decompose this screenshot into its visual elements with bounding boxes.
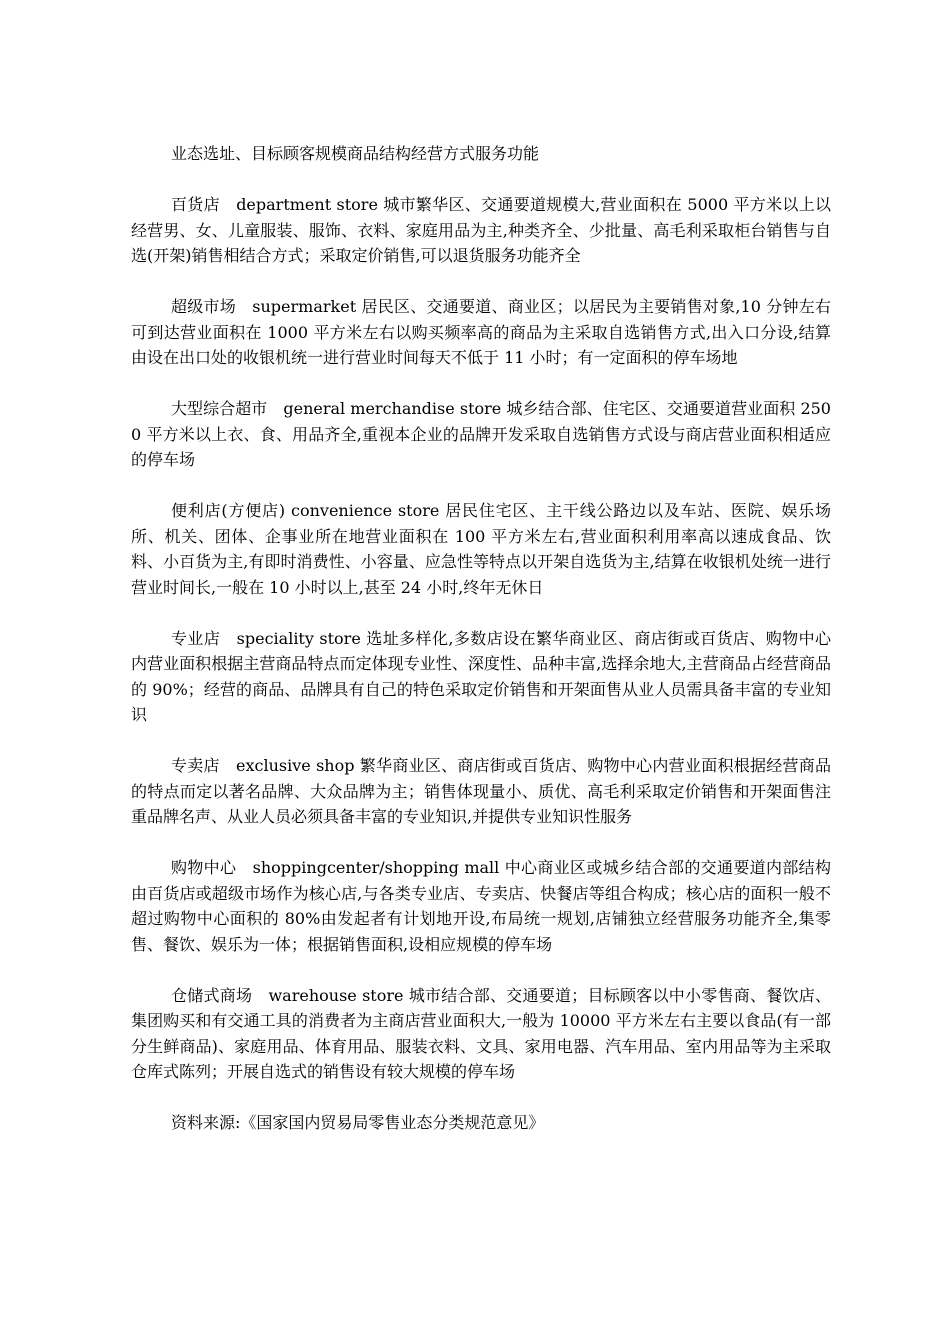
paragraph-department-store: 百货店 department store 城市繁华区、交通要道规模大,营业面积在 5000 平方米以上以经营男、女、儿童服装、服饰、衣料、家庭用品为主,种类齐全、少批量、高毛利采取柜台销售与自选(开架)销售相结合方式；采取定价销售,可以退货服务功能齐全: [131, 195, 831, 265]
document-body: [131, 141, 831, 1136]
paragraph-general-merchandise-store: 大型综合超市 general merchandise store 城乡结合部、住宅区、交通要道营业面积 2500 平方米以上衣、食、用品齐全,重视本企业的品牌开发采取自选销售方式设与商店营业面积相适应的停车场: [131, 399, 831, 469]
paragraph-convenience-store: 便利店(方便店) convenience store 居民住宅区、主干线公路边以及车站、医院、娱乐场所、机关、团体、企事业所在地营业面积在 100 平方米左右,营业面积利用率高以速成食品、饮料、小百货为主,有即时消费性、小容量、应急性等特点以开架自选货为主,结算在收银机处统一进行营业时间长,一般在 10 小时以上,甚至 24 小时,终年无休日: [131, 501, 831, 597]
table-header-line: 业态选址、目标顾客规模商品结构经营方式服务功能: [171, 144, 540, 163]
source-citation: 资料来源:《国家国内贸易局零售业态分类规范意见》: [171, 1113, 545, 1132]
paragraph-warehouse-store: 仓储式商场 warehouse store 城市结合部、交通要道；目标顾客以中小零售商、餐饮店、集团购买和有交通工具的消费者为主商店营业面积大,一般为 10000 平方米左右主要以食品(有一部分生鲜商品)、家庭用品、体育用品、服装衣料、文具、家用电器、汽车用品、室内用品等为主采取仓库式陈列；开展自选式的销售设有较大规模的停车场: [131, 985, 831, 1081]
paragraph-shopping-mall: 购物中心 shoppingcenter/shopping mall 中心商业区或城乡结合部的交通要道内部结构由百货店或超级市场作为核心店,与各类专业店、专卖店、快餐店等组合构成；核心店的面积一般不超过购物中心面积的 80%由发起者有计划地开设,布局统一规划,店铺独立经营服务功能齐全,集零售、餐饮、娱乐为一体；根据销售面积,设相应规模的停车场: [131, 858, 831, 954]
paragraph-speciality-store: 专业店 speciality store 选址多样化,多数店设在繁华商业区、商店街或百货店、购物中心内营业面积根据主营商品特点而定体现专业性、深度性、品种丰富,选择余地大,主营商品占经营商品的 90%；经营的商品、品牌具有自己的特色采取定价销售和开架面售从业人员需具备丰富的专业知识: [131, 628, 831, 724]
paragraph-supermarket: 超级市场 supermarket 居民区、交通要道、商业区；以居民为主要销售对象,10 分钟左右可到达营业面积在 1000 平方米左右以购买频率高的商品为主采取自选销售方式,出入口分设,结算由设在出口处的收银机统一进行营业时间每天不低于 11 小时；有一定面积的停车场地: [131, 297, 831, 367]
paragraph-exclusive-shop: 专卖店 exclusive shop 繁华商业区、商店街或百货店、购物中心内营业面积根据经营商品的特点而定以著名品牌、大众品牌为主；销售体现量小、质优、高毛利采取定价销售和开架面售注重品牌名声、从业人员必须具备丰富的专业知识,并提供专业知识性服务: [131, 756, 831, 826]
